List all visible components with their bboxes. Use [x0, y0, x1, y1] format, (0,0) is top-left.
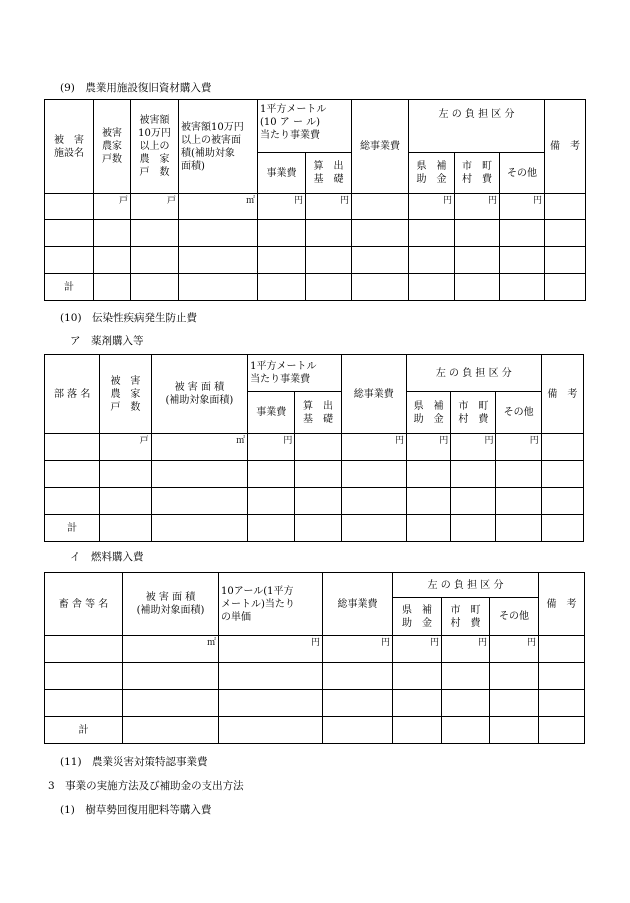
header-damaged-area: 被害額10万円 以上の被害面 積(補助対象 面積)	[179, 100, 258, 194]
header-households-over: 被害額 10万円 以上の 農 家 戸 数	[131, 100, 179, 194]
section-10a-title: ア 薬剤購入等	[70, 335, 144, 347]
table-row	[45, 247, 586, 274]
header-project-cost: 事業費	[258, 153, 306, 194]
header-burden: 左 の 負 担 区 分	[409, 100, 545, 153]
header-remarks: 備 考	[541, 355, 583, 434]
unit-area: ㎡	[151, 434, 248, 461]
header-prefecture: 県 補 助 金	[409, 153, 455, 194]
header-per-m2: 1平方メートル (10 ア ー ル) 当たり事業費	[258, 100, 352, 153]
unit-other: 円	[490, 636, 539, 663]
table-row	[45, 488, 584, 515]
total-row	[45, 274, 586, 301]
header-per-m2: 1平方メートル 当たり事業費	[248, 355, 342, 392]
header-remarks: 備 考	[545, 100, 586, 194]
header-municipal: 市 町 村 費	[455, 153, 500, 194]
section-11-title: (11) 農業災害対策特認事業費	[60, 756, 208, 768]
unit-prefecture: 円	[409, 194, 455, 220]
unit-total-cost: 円	[341, 434, 406, 461]
header-barn: 畜 舎 等 名	[45, 573, 123, 636]
total-row	[45, 515, 584, 542]
unit-area: ㎡	[179, 194, 258, 220]
header-burden: 左 の 負 担 区 分	[406, 355, 541, 392]
header-municipal: 市 町 村 費	[451, 392, 496, 434]
header-prefecture: 県 補 助 金	[406, 392, 450, 434]
total-row	[45, 717, 585, 744]
table-fuel	[44, 572, 585, 744]
unit-municipal: 円	[455, 194, 500, 220]
header-area: 被 害 面 積 (補助対象面積)	[123, 573, 219, 636]
unit-project-cost: 円	[248, 434, 295, 461]
unit-prefecture: 円	[406, 434, 450, 461]
unit-prefecture: 円	[393, 636, 442, 663]
unit-other: 円	[496, 434, 541, 461]
header-other: その他	[496, 392, 541, 434]
header-farm-households: 被害 農家 戸数	[94, 100, 131, 194]
unit-unit-price: 円	[219, 636, 323, 663]
section-9-title: (9) 農業用施設復旧資材購入費	[60, 82, 212, 94]
total-label: 計	[45, 717, 123, 744]
header-project-cost: 事業費	[248, 392, 295, 434]
unit-other: 円	[500, 194, 545, 220]
header-district: 部 落 名	[45, 355, 100, 434]
unit-area: ㎡	[123, 636, 219, 663]
unit-total-cost: 円	[323, 636, 393, 663]
table-agri-facility	[44, 99, 586, 301]
unit-households: 戸	[100, 434, 151, 461]
header-facility-name: 被 害 施設名	[45, 100, 94, 194]
unit-municipal: 円	[451, 434, 496, 461]
unit-calc-basis: 円	[306, 194, 352, 220]
header-remarks: 備 考	[539, 573, 585, 636]
header-households: 被 害 農 家 戸 数	[100, 355, 151, 434]
total-label: 計	[45, 515, 100, 542]
section-10b-title: イ 燃料購入費	[70, 551, 144, 563]
unit-municipal: 円	[442, 636, 490, 663]
table-row	[45, 220, 586, 247]
table-row	[45, 663, 585, 690]
total-label: 計	[45, 274, 94, 301]
table-row	[45, 690, 585, 717]
section-3-title: 3 事業の実施方法及び補助金の支出方法	[48, 780, 244, 792]
header-area: 被 害 面 積 (補助対象面積)	[151, 355, 248, 434]
unit-households: 戸	[94, 194, 131, 220]
table-chemicals	[44, 354, 584, 542]
table-row	[45, 461, 584, 488]
header-municipal: 市 町 村 費	[442, 598, 490, 636]
section-10-title: (10) 伝染性疾病発生防止費	[60, 312, 198, 324]
unit-households-over: 戸	[131, 194, 179, 220]
header-burden: 左 の 負 担 区 分	[393, 573, 539, 598]
header-total-cost: 総事業費	[323, 573, 393, 636]
header-calc-basis: 算 出 基 礎	[306, 153, 352, 194]
header-total-cost: 総事業費	[352, 100, 409, 194]
unit-project-cost: 円	[258, 194, 306, 220]
section-3-1-title: (1) 樹草勢回復用肥料等購入費	[60, 804, 212, 816]
header-other: その他	[490, 598, 539, 636]
header-prefecture: 県 補 助 金	[393, 598, 442, 636]
header-unit-price: 10アール(1平方 メートル)当たり の単価	[219, 573, 323, 636]
header-calc-basis: 算 出 基 礎	[295, 392, 341, 434]
header-total-cost: 総事業費	[341, 355, 406, 434]
header-other: その他	[500, 153, 545, 194]
